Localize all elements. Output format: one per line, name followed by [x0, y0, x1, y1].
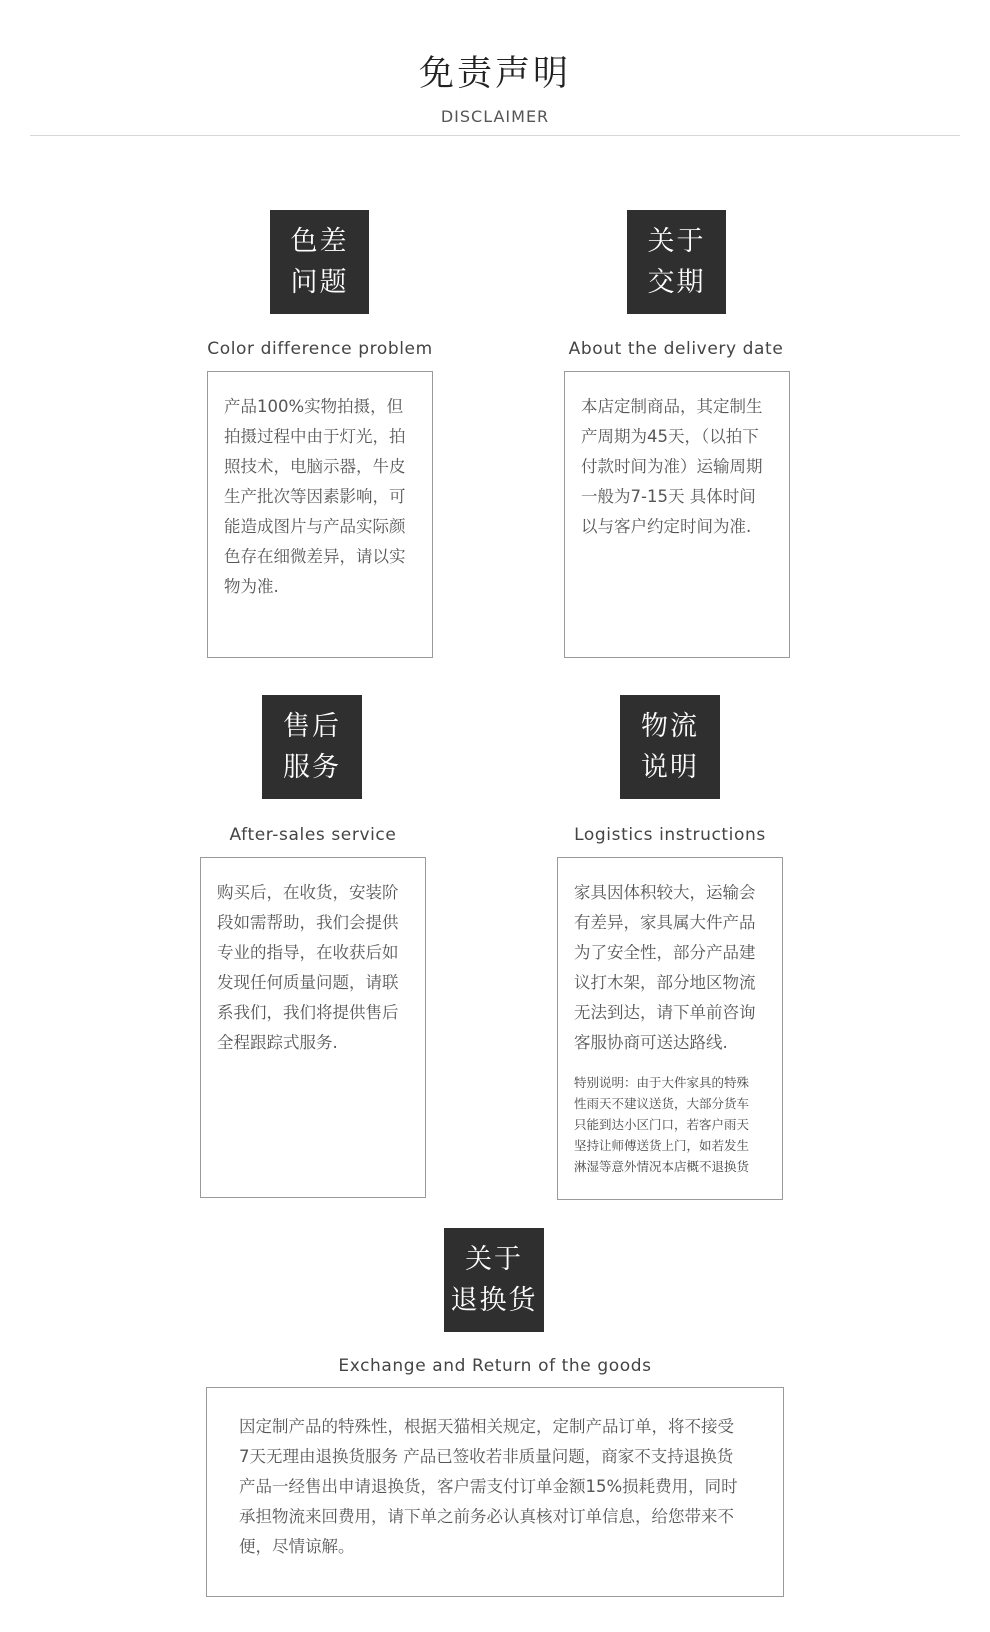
after-sales-caption: After-sales service — [229, 825, 397, 845]
logistics-box — [557, 857, 783, 1200]
color-difference-badge — [270, 210, 369, 314]
delivery-date-caption: About the delivery date — [568, 339, 784, 359]
logistics-caption: Logistics instructions — [574, 825, 766, 845]
after-sales-text: 购买后，在收货，安装阶 段如需帮助，我们会提供 专业的指导，在收获后如 发现任何质量问题，请联 系我们，我们将提供售后 全程跟踪式服务. — [217, 883, 399, 1052]
color-difference-text: 产品100%实物拍摄，但 拍摄过程中由于灯光，拍 照技术，电脑示器，牛皮 生产批次等因素影响，可 能造成图片与产品实际颜 色存在细微差异，请以实 物为准. — [224, 397, 406, 596]
page-subtitle: DISCLAIMER — [440, 107, 550, 126]
color-difference-box — [207, 371, 433, 658]
badge-line: 说明 — [641, 752, 699, 783]
after-sales-box — [200, 857, 426, 1198]
badge-line: 交期 — [647, 267, 706, 298]
delivery-date-text: 本店定制商品，其定制生 产周期为45天，（以拍下 付款时间为准）运输周期 一般为7-15天 具体时间 以与客户约定时间为准. — [581, 397, 763, 536]
badge-line: 问题 — [290, 267, 349, 298]
logistics-text: 家具因体积较大，运输会 有差异，家具属大件产品 为了安全性，部分产品建 议打木架，部分地区物流 无法到达，请下单前咨询 客服协商可送达路线. — [574, 883, 756, 1052]
returns-caption: Exchange and Return of the goods — [338, 1356, 652, 1376]
returns-text: 因定制产品的特殊性，根据天猫相关规定，定制产品订单，将不接受 7天无理由退换货服务 产品已签收若非质量问题，商家不支持退换货 产品一经售出申请退换货，客户需支付订单金额15%损耗费用，同时 承担物流来回费用，请下单之前务必认真核对订单信息，给您带来不 便，尽情谅解。 — [239, 1417, 738, 1556]
badge-line: 关于 — [465, 1244, 523, 1275]
header-divider — [30, 135, 960, 136]
logistics-badge — [620, 695, 720, 799]
delivery-date-badge — [627, 210, 726, 314]
badge-line: 色差 — [290, 226, 349, 257]
badge-line: 关于 — [647, 226, 706, 257]
badge-line: 售后 — [283, 711, 341, 742]
badge-line: 服务 — [283, 752, 341, 783]
logistics-special-note: 特别说明：由于大件家具的特殊 性雨天不建议送货，大部分货车 只能到达小区门口，若客户雨天 坚持让师傅送货上门，如若发生 淋湿等意外情况本店概不退换货 — [574, 1075, 750, 1174]
returns-box — [206, 1387, 784, 1597]
returns-badge — [444, 1228, 544, 1332]
badge-line: 退换货 — [450, 1285, 538, 1316]
delivery-date-box — [564, 371, 790, 658]
page-title: 免责声明 — [418, 54, 571, 94]
after-sales-badge — [262, 695, 362, 799]
badge-line: 物流 — [641, 711, 699, 742]
color-difference-caption: Color difference problem — [207, 339, 433, 359]
